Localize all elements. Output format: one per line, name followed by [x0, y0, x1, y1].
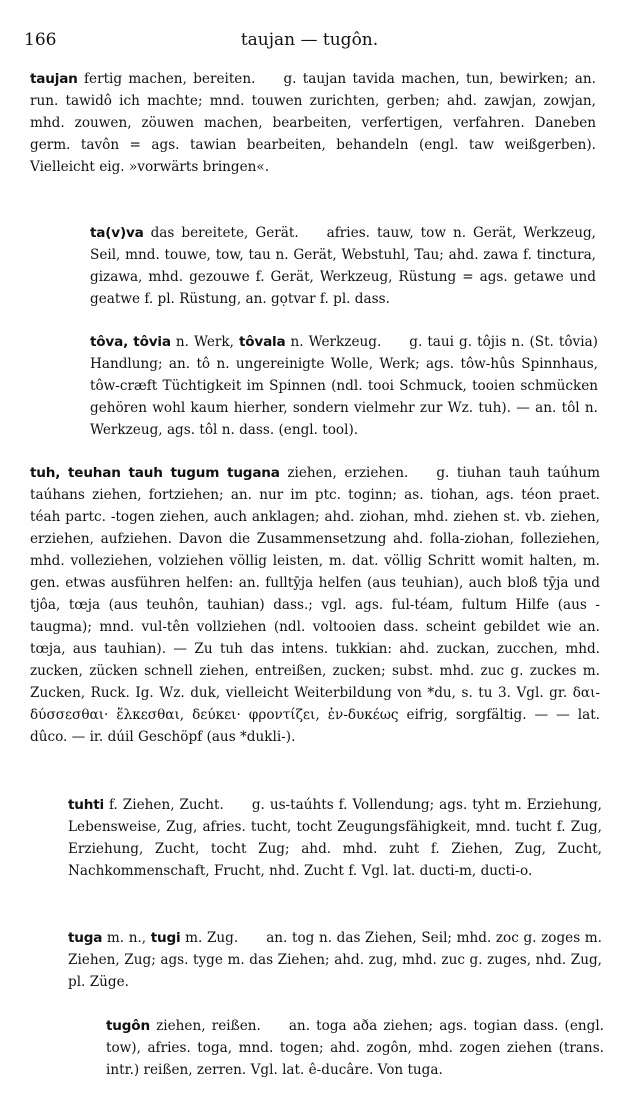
gloss: das bereitete, Gerät.: [143, 225, 299, 241]
entry-tugon: [106, 1015, 604, 1081]
gloss-secondary: n. Werkzeug.: [285, 334, 382, 350]
entry-tavva: [90, 222, 596, 310]
etymology: g. taui g. tôjis n. (St. tôvia) Handlung; an. tô n. ungereinigte Wolle, Werk; ags. tôw-hûs Spinnhaus, tôw-cræft Tüchtigkeit im Spinnen (ndl. tooi Schmuck, tooien schmücken gehören wohl kaum hierher, sondern vielmehr zur Wz. tuh). — an. tôl n. Werkzeug, ags. tôl n. dass. (engl. tool).: [90, 334, 598, 438]
running-title: taujan — tugôn.: [240, 30, 379, 50]
entry-taujan: [30, 68, 596, 178]
etymology: g. us-taúhts f. Vollendung; ags. tyht m. Erziehung, Lebensweise, Zug, afries. tucht, tocht Zeugungsfähigkeit, mnd. tucht f. Zug, Erziehung, Zucht, tocht Zug; ahd. mhd. zuht f. Ziehen, Zug, Zucht, Nachkommenschaft, Frucht, nhd. Zucht f. Vgl. lat. ducti-m, ducti-o.: [68, 797, 602, 879]
lemma: tuhti: [68, 797, 105, 813]
entry-tuh: [30, 462, 600, 748]
etymology: an. toga aða ziehen; ags. togian dass. (engl. tow), afries. toga, mnd. togen; ahd. zogôn, mhd. zogen ziehen (trans. intr.) reißen, zerren. Vgl. lat. ê-ducâre. Von tuga.: [106, 1018, 604, 1078]
etymology: an. tog n. das Ziehen, Seil; mhd. zoc g. zoges m. Ziehen, Zug; ags. tyge m. das Ziehen; ahd. zug, mhd. zuc g. zuges, nhd. Zug, pl. Züge.: [68, 930, 602, 990]
lemma: tôva, tôvia: [90, 334, 171, 350]
gloss: m. n.,: [102, 930, 151, 946]
lemma-secondary: tugi: [150, 930, 181, 946]
page-header: [24, 30, 595, 54]
lemma: taujan: [30, 71, 78, 87]
gloss: ziehen, erziehen.: [279, 465, 409, 481]
entry-tuhti: [68, 794, 602, 882]
lemma-secondary: tôvala: [238, 334, 286, 350]
lemma: tuh, teuhan tauh tugum tugana: [30, 465, 280, 481]
page-number: 166: [24, 30, 57, 50]
lemma: ta(v)va: [90, 225, 144, 241]
etymology: g. taujan tavida machen, tun, bewirken; an. run. tawidô ich machte; mnd. touwen zurichten, gerben; ahd. zawjan, zowjan, mhd. zouwen, zöuwen machen, bearbeiten, verfertigen, verfahren. Daneben germ. tavôn = ags. tawian bearbeiten, behandeln (engl. taw weißgerben). Vielleicht eig. »vorwärts bringen«.: [30, 71, 596, 175]
entry-tuga: [68, 927, 602, 993]
lemma: tuga: [68, 930, 103, 946]
gloss: fertig machen, bereiten.: [77, 71, 256, 87]
gloss: ziehen, reißen.: [149, 1018, 261, 1034]
gloss: n. Werk,: [170, 334, 239, 350]
gloss-secondary: m. Zug.: [180, 930, 239, 946]
entry-tova: [90, 331, 598, 441]
etymology: g. tiuhan tauh taúhum taúhans ziehen, fortziehen; an. nur im ptc. toginn; as. tiohan, ags. téon praet. téah partc. -togen ziehen, auch anklagen; ahd. ziohan, mhd. ziehen st. vb. ziehen, erziehen, aufziehen. Davon die Zusammensetzung ahd. folla-ziohan, folleziehen, mhd. volleziehen, volziehen völlig leisten, m. dat. völlig Schritt womit halten, m. gen. etwas ausführen helfen: an. fulltȳja helfen (aus teuhian), auch bloß tȳja und tjôa, tœja (aus teuhôn, tauhian) dass.; vgl. ags. ful-téam, fultum Hilfe (aus -taugma); mnd. vul-tên vollziehen (ndl. voltooien dass. scheint gebildet wie an. tœja, aus tauhian). — Zu tuh das intens. tukkian: ahd. zuckan, zucchen, mhd. zucken, zücken schnell ziehen, entreißen, zucken; subst. mhd. zuc g. zuckes m. Zucken, Ruck. Ig. Wz. duk, vielleicht Weiterbildung von *du, s. tu 3. Vgl. gr. δαι-δύσσεσθαι· ἕλκεσθαι, δεύκει· φροντίζει, ἐν-δυκέως eifrig, sorgfältig. — — lat. dûco. — ir. dúil Geschöpf (aus *dukli-).: [30, 465, 601, 745]
lemma: tugôn: [106, 1018, 150, 1034]
etymology: afries. tauw, tow n. Gerät, Werkzeug, Seil, mnd. touwe, tow, tau n. Gerät, Webstuhl, Tau; ahd. zawa f. tinctura, gizawa, mhd. gezouwe f. Gerät, Werkzeug, Rüstung = ags. getawe und geatwe f. pl. Rüstung, an. gọtvar f. pl. dass.: [90, 225, 596, 307]
gloss: f. Ziehen, Zucht.: [104, 797, 224, 813]
